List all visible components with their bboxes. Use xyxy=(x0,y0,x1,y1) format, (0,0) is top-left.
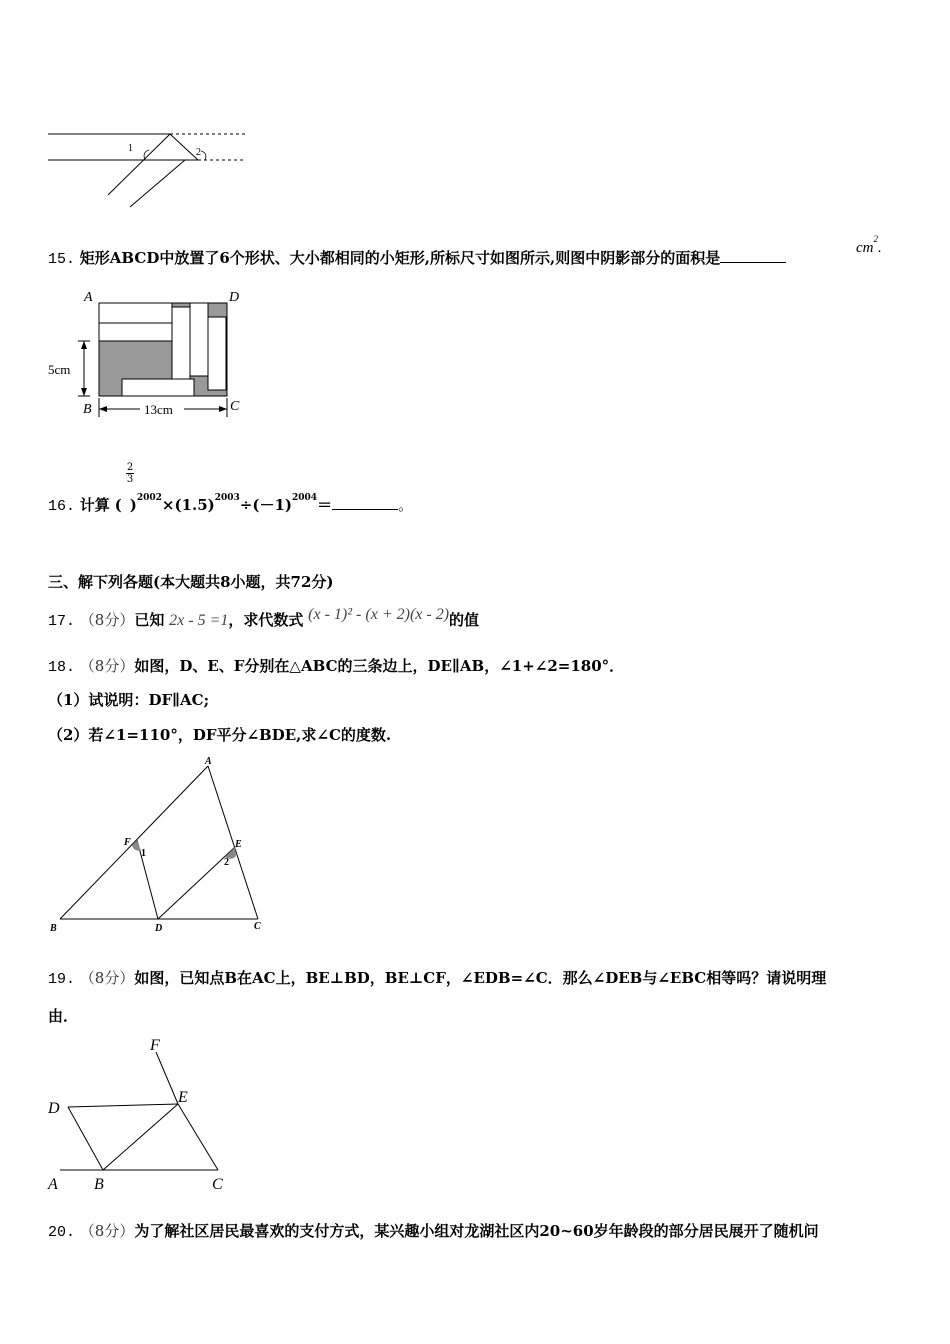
triangle-figure xyxy=(40,755,280,940)
unit-cm2: $cm^2$. xyxy=(856,234,882,256)
expression: (x - 1)² - (x + 2)(x - 2) xyxy=(308,606,450,623)
vertex-F: F xyxy=(124,837,131,848)
question-text: 矩形ABCD中放置了6个形状、大小都相同的小矩形,所标尺寸如图所示,则图中阴影部分的面积是 xyxy=(79,249,721,267)
question-17: 17. （8分）已知 2x - 5 =1，求代数式 (x - 1)² - (x + 2)(x - 2)的值 xyxy=(48,606,480,630)
question-number: 15. xyxy=(48,251,76,268)
angle-1-label: 1 xyxy=(141,848,146,859)
vertex-B: B xyxy=(50,923,57,934)
vertex-C: C xyxy=(212,1176,223,1193)
vertex-D: D xyxy=(155,923,163,934)
angle-2-label: 2 xyxy=(196,147,201,158)
question-19: 19. （8分）如图，已知点B在AC上，BE⊥BD，BE⊥CF，∠EDB=∠C．那么∠DEB与∠EBC相等吗？请说明理 xyxy=(48,969,827,988)
vertex-C: C xyxy=(254,921,261,932)
vertex-A: A xyxy=(48,1176,58,1193)
quadrilateral-figure xyxy=(40,1032,240,1197)
question-15 xyxy=(48,248,786,270)
vertex-B: B xyxy=(94,1176,104,1193)
fraction-two-thirds: 2 3 xyxy=(126,462,134,485)
vertex-F: F xyxy=(150,1037,160,1054)
vertex-A: A xyxy=(84,290,93,305)
question-19-line2: 由． xyxy=(48,1007,79,1025)
parallel-lines-figure xyxy=(40,125,250,215)
angle-2-label: 2 xyxy=(224,857,229,868)
vertex-C: C xyxy=(230,399,240,414)
section-heading: 三、解下列各题(本大题共8小题，共72分) xyxy=(48,573,334,591)
angle-1-label: 1 xyxy=(128,143,133,154)
vertex-D: D xyxy=(229,290,240,305)
vertex-A: A xyxy=(205,756,212,767)
question-20: 20. （8分）为了解社区居民最喜欢的支付方式，某兴趣小组对龙湖社区内20~60岁年龄段的部分居民展开了随机问 xyxy=(48,1222,819,1241)
answer-blank[interactable] xyxy=(332,495,398,510)
rectangle-figure xyxy=(44,285,254,425)
vertex-D: D xyxy=(48,1100,60,1117)
vertex-E: E xyxy=(178,1089,188,1106)
question-18-part1: （1）试说明：DF∥AC; xyxy=(48,691,210,709)
vertex-E: E xyxy=(235,839,242,850)
height-label: 5cm xyxy=(48,362,71,377)
question-18-part2: （2）若∠1=110°，DF平分∠BDE,求∠C的度数. xyxy=(48,726,392,744)
condition-equation: 2x - 5 =1 xyxy=(169,612,229,629)
width-label: 13cm xyxy=(144,402,173,417)
answer-blank[interactable] xyxy=(720,248,786,263)
question-number: 16. xyxy=(48,498,76,515)
question-18: 18. （8分）如图，D、E、F分别在△ABC的三条边上，DE∥AB，∠1+∠2=180°． xyxy=(48,657,625,676)
question-16: 16. 计算 ( )$^{2002}\times(1.5)^{2003}\div(-1)^{2004}=$ 。 xyxy=(48,493,414,515)
vertex-B: B xyxy=(83,402,92,417)
